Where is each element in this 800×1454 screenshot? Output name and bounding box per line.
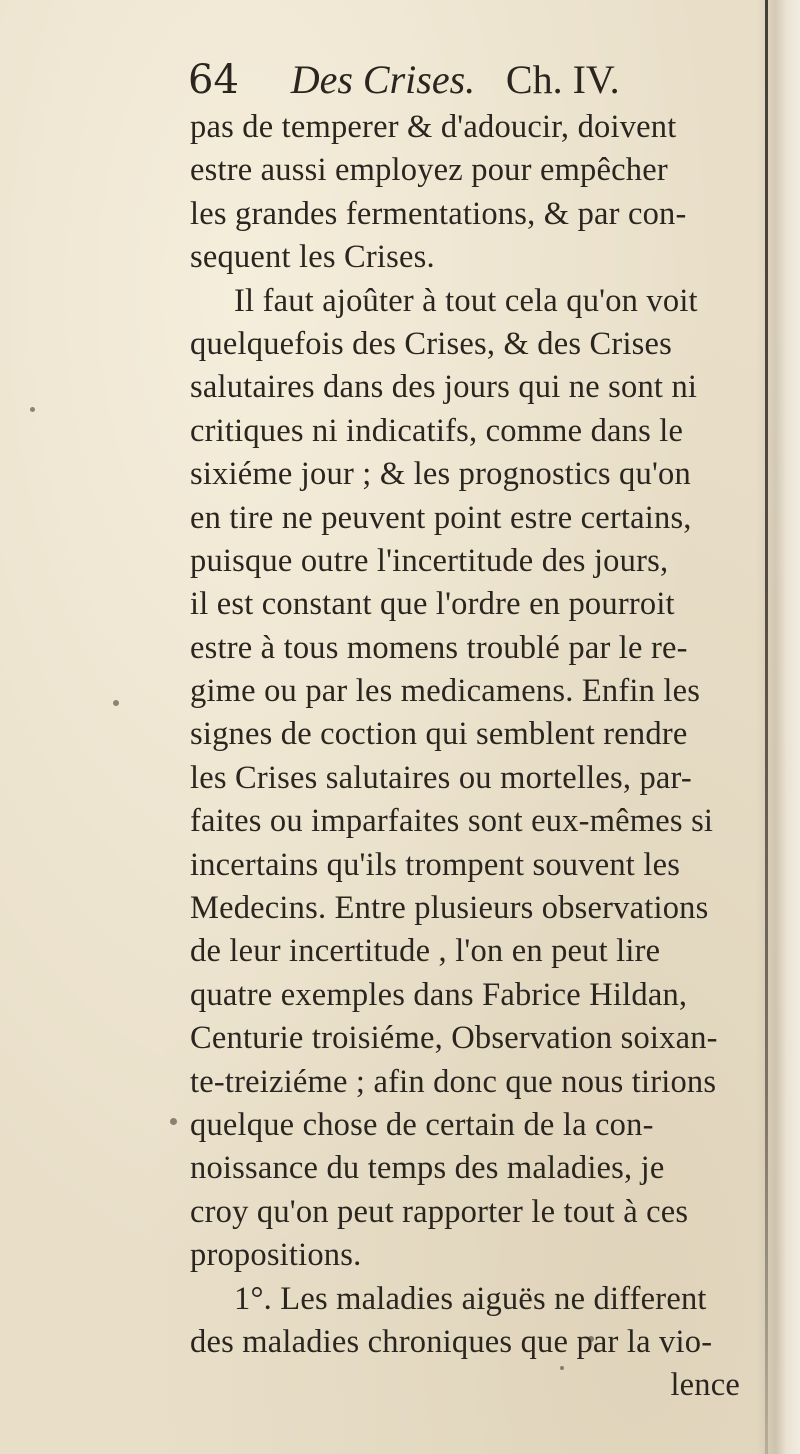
text-line: faites ou imparfaites sont eux-mêmes si <box>190 803 714 840</box>
text-line: il est constant que l'ordre en pourroit <box>190 586 675 623</box>
paper-speck <box>113 700 119 706</box>
text-line: puisque outre l'incertitude des jours, <box>190 542 669 579</box>
text-line: critiques ni indicatifs, comme dans le <box>190 412 684 449</box>
text-line: les grandes fermentations, & par con- <box>190 195 687 232</box>
text-line: quatre exemples dans Fabrice Hildan, <box>190 976 688 1013</box>
text-line: estre aussi employez pour empêcher <box>190 152 668 189</box>
text-line: Il faut ajoûter à tout cela qu'on voit <box>234 282 698 319</box>
running-title: Des Crises. <box>290 57 476 102</box>
chapter-label: Ch. IV. <box>505 57 620 102</box>
text-line: Centurie troisiéme, Observation soixan- <box>190 1020 718 1057</box>
text-line: signes de coction qui semblent rendre <box>190 716 688 753</box>
body-text <box>190 106 770 1408</box>
paper-speck <box>170 1118 177 1125</box>
catchword: lence <box>670 1367 740 1404</box>
text-line: les Crises salutaires ou mortelles, par- <box>190 759 692 796</box>
text-line: Medecins. Entre plusieurs observations <box>190 890 709 927</box>
text-line: sequent les Crises. <box>190 239 435 276</box>
text-line: de leur incertitude , l'on en peut lire <box>190 933 661 970</box>
text-line: propositions. <box>190 1237 362 1274</box>
text-line: quelquefois des Crises, & des Crises <box>190 325 673 362</box>
paper-speck <box>30 407 35 412</box>
text-line: quelque chose de certain de la con- <box>190 1106 654 1143</box>
text-line: en tire ne peuvent point estre certains, <box>190 499 692 536</box>
page-number: 64 <box>188 57 239 103</box>
text-line: te-treiziéme ; afin donc que nous tirions <box>190 1063 717 1100</box>
text-line: pas de temperer & d'adoucir, doivent <box>190 109 677 145</box>
text-line: gime ou par les medicamens. Enfin les <box>190 673 701 710</box>
text-line: noissance du temps des maladies, je <box>190 1150 665 1187</box>
text-line: salutaires dans des jours qui ne sont ni <box>190 369 698 406</box>
text-line: croy qu'on peut rapporter le tout à ces <box>190 1193 689 1230</box>
text-line: estre à tous momens troublé par le re- <box>190 629 688 666</box>
text-line: des maladies chroniques que par la vio- <box>190 1323 713 1360</box>
text-line: sixiéme jour ; & les prognostics qu'on <box>190 456 691 493</box>
running-header <box>188 50 748 110</box>
text-line: incertains qu'ils trompent souvent les <box>190 846 681 883</box>
text-line: 1°. Les maladies aiguës ne different <box>234 1280 707 1317</box>
